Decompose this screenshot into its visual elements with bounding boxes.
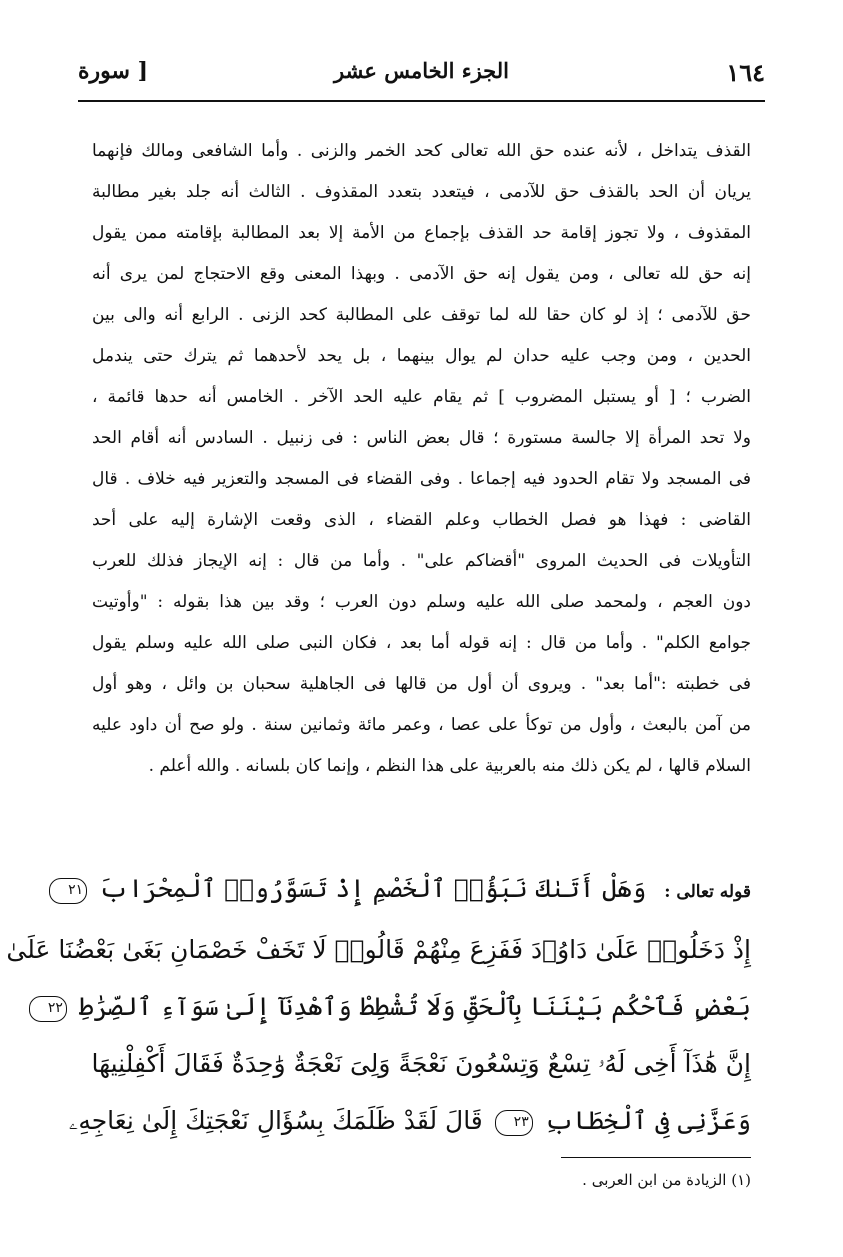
ayah-number-marker: ٢٣ <box>495 1110 533 1136</box>
verse-text: وَعَزَّنِى فِى ٱلْخِطَابِ <box>544 1106 751 1135</box>
verse-text: وَهَلْ أَتَىٰكَ نَبَؤُا۟ ٱلْخَصْمِ إِذْ تَسَوَّرُوا۟ ٱلْمِحْرَابَ <box>99 874 647 903</box>
text-line: الضرب ؛ [ أو يستبل المضروب ] ثم يقام عليه الحد الآخر . الخامس أنه حدها قائمة ، <box>92 387 751 407</box>
page-number: ١٦٤ <box>726 58 765 87</box>
footnote: (١) الزيادة من ابن العربى . <box>582 1171 751 1189</box>
text-line: السلام قالها ، لم يكن ذلك منه بالعربية على هذا النظم ، وإنما كان بلسانه . والله أعلم . <box>148 756 751 776</box>
verse-text: بَعْضٍ فَٱحْكُم بَيْنَنَا بِٱلْحَقِّ وَلَا تُشْطِطْ وَٱهْدِنَآ إِلَىٰ سَوَآءِ ٱلصِّرَٰطِ <box>78 992 751 1021</box>
verse-text: إِذْ دَخَلُوا۟ عَلَىٰ دَاوُۥدَ فَفَزِعَ مِنْهُمْ قَالُوا۟ لَا تَخَفْ خَصْمَانِ بَغَىٰ بَعْضُنَا عَلَىٰ <box>6 935 751 964</box>
running-title: الجزء الخامس عشر <box>334 58 509 83</box>
text-line: فى خطبته :"أما بعد" . ويروى أن أول من قالها فى الجاهلية سحبان بن وائل ، وهو أول <box>92 674 751 694</box>
text-line: دون العجم ، ولمحمد صلى الله عليه وسلم دون العرب ؛ وقد بين هذا بقوله : "وأوتيت <box>92 592 751 612</box>
verse-line <box>68 860 751 921</box>
text-line: فى المسجد ولا تقام الحدود فيه إجماعا . وفى القضاء فى المسجد والتعزير فيه خلاف . قال <box>92 469 751 489</box>
verse-line <box>92 1035 751 1092</box>
footnote-rule <box>561 1157 751 1158</box>
text-line: المقذوف ، ولا تجوز إقامة حد القذف بإجماع من الأمة إلا بعد المطالبة بإقامته ممن يقول <box>92 223 751 243</box>
ayah-number-marker: ٢١ <box>49 878 87 904</box>
text-line: من آمن بالبعث ، وأول من توكأ على عصا ، وعمر مائة وثمانين سنة . ولو صح أن داود عليه <box>92 715 751 735</box>
verse-line <box>68 1092 751 1149</box>
text-line: التأويلات فى الحديث المروى "أقضاكم على" . وأما من قال : إنه الإيجاز فذلك للعرب <box>92 551 751 571</box>
text-line: القاضى : فهذا هو فصل الخطاب وعلم القضاء ، الذى وقعت الإشارة إليه على أحد <box>92 510 751 530</box>
header-rule <box>78 100 765 102</box>
text-line: ولا تحد المرأة إلا جالسة مستورة ؛ قال بعض الناس : فى زنبيل . السادس أنه أقام الحد <box>92 428 751 448</box>
text-line: حق للآدمى ؛ إذ لو كان حقا لله لما توقف على المطالبة كحد الزنى . الرابع أنه والى بين <box>92 305 751 325</box>
text-line: الحدين ، ومن وجب عليه حدان لم يوال بينهما ، بل يحد لأحدهما ثم يترك حتى يندمل <box>92 346 751 366</box>
text-line: يريان أن الحد بالقذف حق للآدمى ، فيتعدد بتعدد المقذوف . الثالث أنه جلد بغير مطالبة <box>92 182 751 202</box>
text-line: القذف يتداخل ، لأنه عنده حق الله تعالى كحد الخمر والزنى . وأما الشافعى ومالك فإنهما <box>92 141 751 161</box>
quran-verses <box>6 860 751 1149</box>
verse-line <box>47 978 751 1035</box>
page-header <box>78 58 765 100</box>
text-line: إنه حق لله تعالى ، ومن يقول إنه حق الآدمى . وبهذا المعنى وقع الاحتجاج لمن يرى أنه <box>92 264 751 284</box>
surah-label: [ سورة <box>78 58 149 84</box>
verse-text: قَالَ لَقَدْ ظَلَمَكَ بِسُؤَالِ نَعْجَتِكَ إِلَىٰ نِعَاجِهِۦ <box>68 1106 483 1135</box>
commentary-text <box>92 131 751 787</box>
text-line: جوامع الكلم" . وأما من قال : إنه قوله أما بعد ، فكان النبى صلى الله عليه وسلم يقول <box>92 633 751 653</box>
verse-line <box>6 921 751 978</box>
ayah-number-marker: ٢٢ <box>29 996 67 1022</box>
verse-text: إِنَّ هَٰذَآ أَخِى لَهُۥ تِسْعٌ وَتِسْعُونَ نَعْجَةً وَلِىَ نَعْجَةٌ وَٰحِدَةٌ فَقَالَ أَكْفِلْنِيهَا <box>91 1049 751 1078</box>
verse-intro: قوله تعالى : <box>664 882 751 902</box>
